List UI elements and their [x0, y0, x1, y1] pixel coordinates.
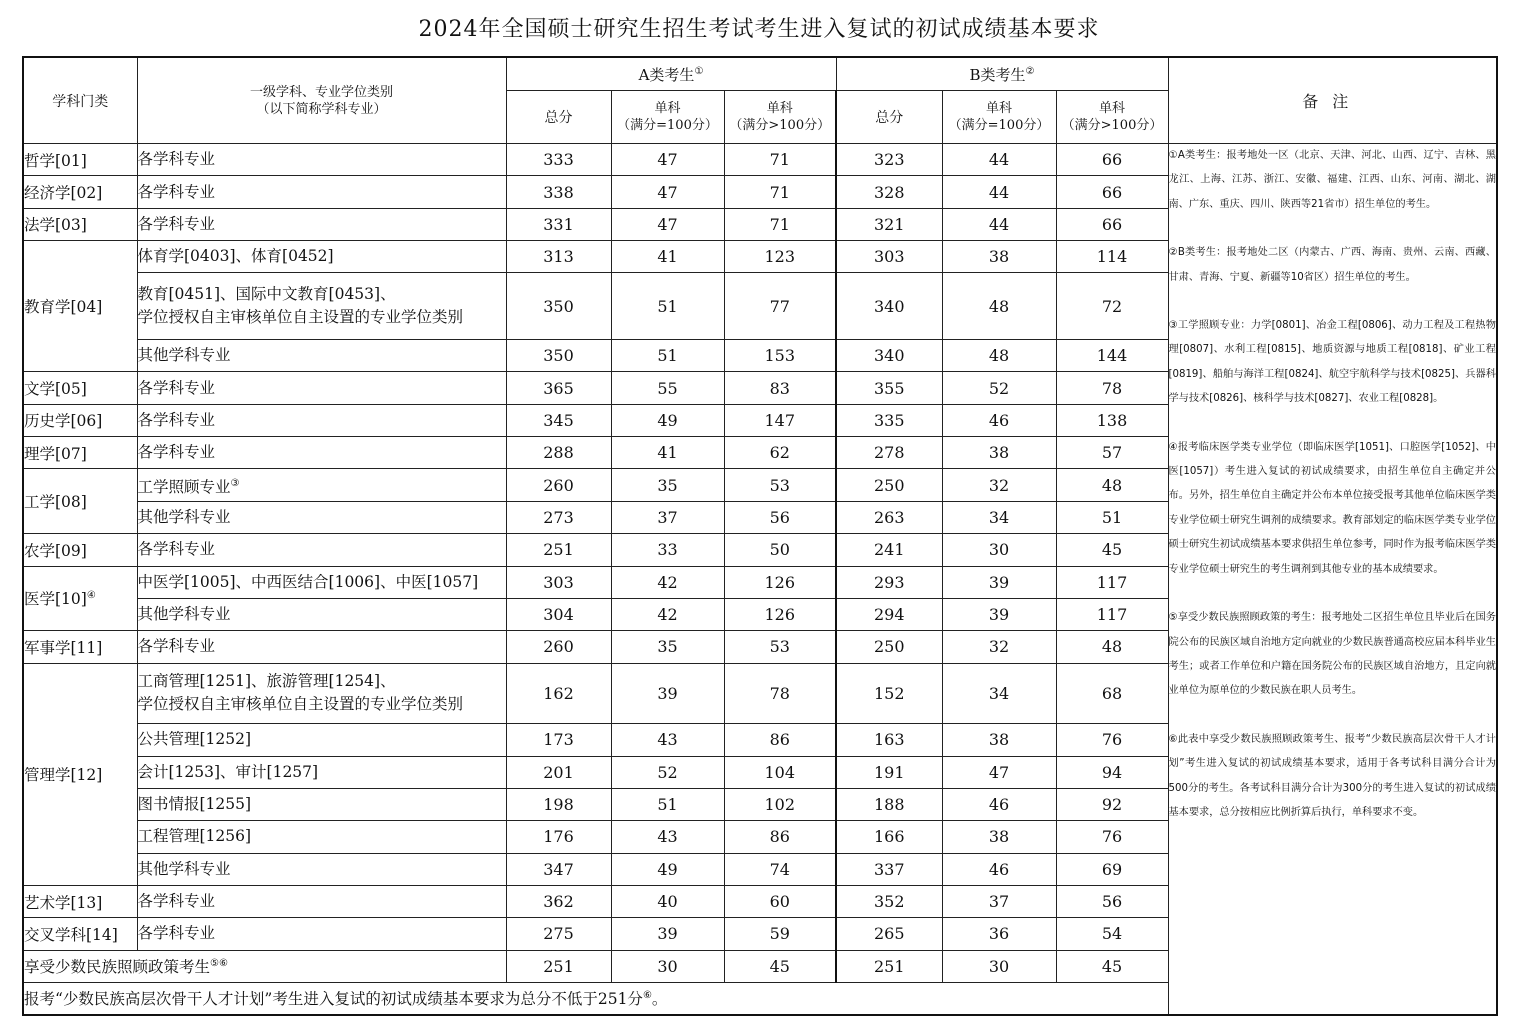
major-cell: 公共管理[1252]	[137, 724, 506, 756]
b-single-100-cell: 47	[942, 756, 1056, 788]
b-total-cell: 250	[836, 469, 942, 501]
category-cell: 文学[05]	[23, 372, 137, 404]
a-single-100-cell: 41	[611, 437, 724, 469]
b-single-100-cell: 48	[942, 273, 1056, 340]
b-total-cell: 294	[836, 598, 942, 630]
a-total-cell: 251	[506, 534, 611, 566]
header-b-single-100: 单科 （满分=100分）	[942, 91, 1056, 144]
b-total-cell: 251	[836, 950, 942, 982]
a-single-gt100-cell: 50	[724, 534, 836, 566]
page-title: 2024年全国硕士研究生招生考试考生进入复试的初试成绩基本要求	[418, 17, 1100, 42]
major-cell: 各学科专业	[137, 372, 506, 404]
b-single-gt100-cell: 117	[1056, 598, 1168, 630]
a-single-gt100-cell: 71	[724, 144, 836, 176]
b-total-cell: 152	[836, 663, 942, 724]
a-total-cell: 198	[506, 788, 611, 820]
a-total-cell: 260	[506, 469, 611, 501]
major-cell: 教育[0451]、国际中文教育[0453]、 学位授权自主审核单位自主设置的专业学位类别	[137, 273, 506, 340]
a-total-cell: 260	[506, 631, 611, 663]
b-single-100-cell: 38	[942, 821, 1056, 853]
score-table	[22, 56, 1498, 1016]
a-total-cell: 176	[506, 821, 611, 853]
a-total-cell: 331	[506, 208, 611, 240]
a-single-gt100-cell: 60	[724, 885, 836, 917]
b-single-gt100-cell: 45	[1056, 534, 1168, 566]
b-single-gt100-cell: 57	[1056, 437, 1168, 469]
a-total-cell: 201	[506, 756, 611, 788]
header-group-a: A类考生①	[506, 57, 836, 91]
major-cell: 其他学科专业	[137, 853, 506, 885]
a-single-100-cell: 52	[611, 756, 724, 788]
b-total-cell: 241	[836, 534, 942, 566]
b-single-gt100-cell: 45	[1056, 950, 1168, 982]
a-single-100-cell: 30	[611, 950, 724, 982]
note-item: ②B类考生：报考地处二区（内蒙古、广西、海南、贵州、云南、西藏、甘肃、青海、宁夏、新疆等10省区）招生单位的考生。	[1168, 247, 1496, 283]
a-single-gt100-cell: 126	[724, 598, 836, 630]
major-cell: 各学科专业	[137, 631, 506, 663]
b-single-100-cell: 38	[942, 241, 1056, 273]
a-total-cell: 338	[506, 176, 611, 208]
a-total-cell: 313	[506, 241, 611, 273]
category-cell: 哲学[01]	[23, 144, 137, 176]
major-cell: 各学科专业	[137, 534, 506, 566]
note-item: ⑥此表中享受少数民族照顾政策考生、报考“少数民族高层次骨干人才计划”考生进入复试的初试成绩基本要求，适用于各考试科目满分合计为500分的考生。各考试科目满分合计为300分的考生进入复试的初试成绩基本要求，总分按相应比例折算后执行，单科要求不变。	[1168, 733, 1496, 818]
b-single-gt100-cell: 48	[1056, 469, 1168, 501]
category-cell: 农学[09]	[23, 534, 137, 566]
major-cell: 各学科专业	[137, 176, 506, 208]
b-single-gt100-cell: 51	[1056, 501, 1168, 533]
major-cell: 各学科专业	[137, 918, 506, 950]
b-single-100-cell: 34	[942, 501, 1056, 533]
b-single-gt100-cell: 78	[1056, 372, 1168, 404]
b-single-100-cell: 32	[942, 469, 1056, 501]
category-cell: 经济学[02]	[23, 176, 137, 208]
b-total-cell: 188	[836, 788, 942, 820]
a-single-gt100-cell: 56	[724, 501, 836, 533]
a-single-gt100-cell: 78	[724, 663, 836, 724]
a-single-100-cell: 43	[611, 821, 724, 853]
header-a-single-100: 单科 （满分=100分）	[611, 91, 724, 144]
b-single-gt100-cell: 48	[1056, 631, 1168, 663]
a-single-100-cell: 51	[611, 788, 724, 820]
a-single-100-cell: 39	[611, 663, 724, 724]
a-single-gt100-cell: 53	[724, 631, 836, 663]
a-single-100-cell: 33	[611, 534, 724, 566]
a-single-gt100-cell: 45	[724, 950, 836, 982]
a-total-cell: 303	[506, 566, 611, 598]
a-single-gt100-cell: 53	[724, 469, 836, 501]
a-single-gt100-cell: 147	[724, 404, 836, 436]
b-single-100-cell: 30	[942, 534, 1056, 566]
b-single-gt100-cell: 56	[1056, 885, 1168, 917]
note-item: ③工学照顾专业：力学[0801]、冶金工程[0806]、动力工程及工程热物理[0807]、水利工程[0815]、地质资源与地质工程[0818]、矿业工程[0819]、船舶与海洋工程[0824]、航空宇航科学与技术[0825]、兵器科学与技术[0826]、核科学与技术[0827]、农业工程[0828]。	[1168, 320, 1496, 405]
a-single-100-cell: 47	[611, 144, 724, 176]
b-single-gt100-cell: 76	[1056, 724, 1168, 756]
b-total-cell: 265	[836, 918, 942, 950]
a-single-gt100-cell: 153	[724, 340, 836, 372]
major-cell: 各学科专业	[137, 144, 506, 176]
a-single-gt100-cell: 86	[724, 724, 836, 756]
a-single-gt100-cell: 123	[724, 241, 836, 273]
a-total-cell: 304	[506, 598, 611, 630]
a-total-cell: 273	[506, 501, 611, 533]
b-single-gt100-cell: 66	[1056, 208, 1168, 240]
a-single-gt100-cell: 71	[724, 176, 836, 208]
b-single-gt100-cell: 68	[1056, 663, 1168, 724]
b-total-cell: 335	[836, 404, 942, 436]
b-single-100-cell: 44	[942, 176, 1056, 208]
b-single-gt100-cell: 66	[1056, 176, 1168, 208]
b-total-cell: 293	[836, 566, 942, 598]
b-single-gt100-cell: 92	[1056, 788, 1168, 820]
a-single-gt100-cell: 71	[724, 208, 836, 240]
a-single-100-cell: 49	[611, 404, 724, 436]
header-a-single-gt100: 单科 （满分>100分）	[724, 91, 836, 144]
a-single-gt100-cell: 102	[724, 788, 836, 820]
b-single-100-cell: 48	[942, 340, 1056, 372]
a-single-100-cell: 39	[611, 918, 724, 950]
a-total-cell: 173	[506, 724, 611, 756]
b-single-gt100-cell: 114	[1056, 241, 1168, 273]
major-cell: 工商管理[1251]、旅游管理[1254]、 学位授权自主审核单位自主设置的专业学位类别	[137, 663, 506, 724]
a-single-gt100-cell: 74	[724, 853, 836, 885]
a-total-cell: 275	[506, 918, 611, 950]
b-total-cell: 250	[836, 631, 942, 663]
footer-note: 报考“少数民族高层次骨干人才计划”考生进入复试的初试成绩基本要求为总分不低于251分⑥。	[23, 982, 1168, 1015]
note-item: ④报考临床医学类专业学位（即临床医学[1051]、口腔医学[1052]、中医[1057]）考生进入复试的初试成绩要求，由招生单位自主确定并公布。另外，招生单位自主确定并公布本单位接受报考其他单位临床医学类专业学位硕士研究生调剂的成绩要求。教育部划定的临床医学类专业学位硕士研究生初试成绩基本要求供招生单位参考，同时作为报考临床医学类专业学位硕士研究生的考生调剂到其他专业的基本成绩要求。	[1168, 441, 1496, 575]
a-single-100-cell: 47	[611, 208, 724, 240]
a-single-100-cell: 43	[611, 724, 724, 756]
b-single-100-cell: 46	[942, 404, 1056, 436]
header-a-total: 总分	[506, 91, 611, 144]
category-cell: 艺术学[13]	[23, 885, 137, 917]
major-cell: 工程管理[1256]	[137, 821, 506, 853]
major-cell: 图书情报[1255]	[137, 788, 506, 820]
b-single-gt100-cell: 72	[1056, 273, 1168, 340]
a-single-gt100-cell: 126	[724, 566, 836, 598]
a-single-100-cell: 49	[611, 853, 724, 885]
b-single-100-cell: 44	[942, 144, 1056, 176]
category-cell: 工学[08]	[23, 469, 137, 534]
header-major: 一级学科、专业学位类别 （以下简称学科专业）	[137, 57, 506, 144]
major-cell: 各学科专业	[137, 885, 506, 917]
a-single-gt100-cell: 59	[724, 918, 836, 950]
a-single-100-cell: 47	[611, 176, 724, 208]
a-single-100-cell: 51	[611, 273, 724, 340]
a-single-gt100-cell: 86	[724, 821, 836, 853]
b-single-100-cell: 46	[942, 853, 1056, 885]
note-item: ①A类考生：报考地处一区（北京、天津、河北、山西、辽宁、吉林、黑龙江、上海、江苏、浙江、安徽、福建、江西、山东、河南、湖北、湖南、广东、重庆、四川、陕西等21省市）招生单位的考生。	[1168, 150, 1496, 210]
b-total-cell: 323	[836, 144, 942, 176]
b-single-gt100-cell: 76	[1056, 821, 1168, 853]
b-single-100-cell: 44	[942, 208, 1056, 240]
major-cell: 各学科专业	[137, 208, 506, 240]
a-single-100-cell: 41	[611, 241, 724, 273]
major-cell: 其他学科专业	[137, 340, 506, 372]
b-single-100-cell: 30	[942, 950, 1056, 982]
b-single-100-cell: 46	[942, 788, 1056, 820]
b-total-cell: 337	[836, 853, 942, 885]
a-single-100-cell: 40	[611, 885, 724, 917]
a-single-gt100-cell: 104	[724, 756, 836, 788]
b-single-gt100-cell: 66	[1056, 144, 1168, 176]
b-total-cell: 278	[836, 437, 942, 469]
a-total-cell: 365	[506, 372, 611, 404]
b-single-gt100-cell: 94	[1056, 756, 1168, 788]
category-cell: 管理学[12]	[23, 663, 137, 885]
a-single-100-cell: 35	[611, 631, 724, 663]
a-single-100-cell: 51	[611, 340, 724, 372]
category-cell: 交叉学科[14]	[23, 918, 137, 950]
category-cell: 医学[10]④	[23, 566, 137, 631]
minority-label: 享受少数民族照顾政策考生⑤⑥	[23, 950, 506, 982]
note-item: ⑤享受少数民族照顾政策的考生：报考地处二区招生单位且毕业后在国务院公布的民族区域自治地方定向就业的少数民族普通高校应届本科毕业生考生；或者工作单位和户籍在国务院公布的民族区域自治地方，且定向就业单位为原单位的少数民族在职人员考生。	[1168, 612, 1496, 697]
b-total-cell: 340	[836, 273, 942, 340]
a-single-100-cell: 42	[611, 566, 724, 598]
major-cell: 各学科专业	[137, 437, 506, 469]
major-cell: 其他学科专业	[137, 501, 506, 533]
category-cell: 教育学[04]	[23, 241, 137, 372]
category-cell: 军事学[11]	[23, 631, 137, 663]
b-single-100-cell: 38	[942, 724, 1056, 756]
a-total-cell: 251	[506, 950, 611, 982]
b-total-cell: 303	[836, 241, 942, 273]
header-category: 学科门类	[23, 57, 137, 144]
b-single-100-cell: 36	[942, 918, 1056, 950]
a-single-gt100-cell: 83	[724, 372, 836, 404]
a-single-100-cell: 55	[611, 372, 724, 404]
b-total-cell: 321	[836, 208, 942, 240]
header-remarks: 备注	[1168, 57, 1497, 144]
a-total-cell: 162	[506, 663, 611, 724]
a-single-gt100-cell: 62	[724, 437, 836, 469]
b-total-cell: 263	[836, 501, 942, 533]
category-cell: 法学[03]	[23, 208, 137, 240]
b-total-cell: 355	[836, 372, 942, 404]
b-single-100-cell: 52	[942, 372, 1056, 404]
b-single-gt100-cell: 144	[1056, 340, 1168, 372]
a-total-cell: 350	[506, 340, 611, 372]
b-single-100-cell: 32	[942, 631, 1056, 663]
b-single-100-cell: 39	[942, 598, 1056, 630]
category-cell: 历史学[06]	[23, 404, 137, 436]
header-b-single-gt100: 单科 （满分>100分）	[1056, 91, 1168, 144]
header-b-total: 总分	[836, 91, 942, 144]
b-single-100-cell: 37	[942, 885, 1056, 917]
a-single-gt100-cell: 77	[724, 273, 836, 340]
b-total-cell: 166	[836, 821, 942, 853]
a-single-100-cell: 35	[611, 469, 724, 501]
remarks-notes	[1168, 144, 1497, 1016]
b-total-cell: 352	[836, 885, 942, 917]
b-total-cell: 328	[836, 176, 942, 208]
table-row	[23, 144, 1497, 176]
a-single-100-cell: 37	[611, 501, 724, 533]
b-single-100-cell: 39	[942, 566, 1056, 598]
b-total-cell: 191	[836, 756, 942, 788]
a-total-cell: 345	[506, 404, 611, 436]
b-single-100-cell: 38	[942, 437, 1056, 469]
major-cell: 工学照顾专业③	[137, 469, 506, 501]
b-total-cell: 163	[836, 724, 942, 756]
b-single-gt100-cell: 117	[1056, 566, 1168, 598]
b-single-100-cell: 34	[942, 663, 1056, 724]
a-total-cell: 362	[506, 885, 611, 917]
major-cell: 体育学[0403]、体育[0452]	[137, 241, 506, 273]
category-cell: 理学[07]	[23, 437, 137, 469]
major-cell: 各学科专业	[137, 404, 506, 436]
header-group-b: B类考生②	[836, 57, 1168, 91]
a-single-100-cell: 42	[611, 598, 724, 630]
a-total-cell: 350	[506, 273, 611, 340]
a-total-cell: 288	[506, 437, 611, 469]
b-single-gt100-cell: 138	[1056, 404, 1168, 436]
a-total-cell: 347	[506, 853, 611, 885]
major-cell: 会计[1253]、审计[1257]	[137, 756, 506, 788]
a-total-cell: 333	[506, 144, 611, 176]
b-total-cell: 340	[836, 340, 942, 372]
b-single-gt100-cell: 54	[1056, 918, 1168, 950]
b-single-gt100-cell: 69	[1056, 853, 1168, 885]
major-cell: 中医学[1005]、中西医结合[1006]、中医[1057]	[137, 566, 506, 598]
major-cell: 其他学科专业	[137, 598, 506, 630]
